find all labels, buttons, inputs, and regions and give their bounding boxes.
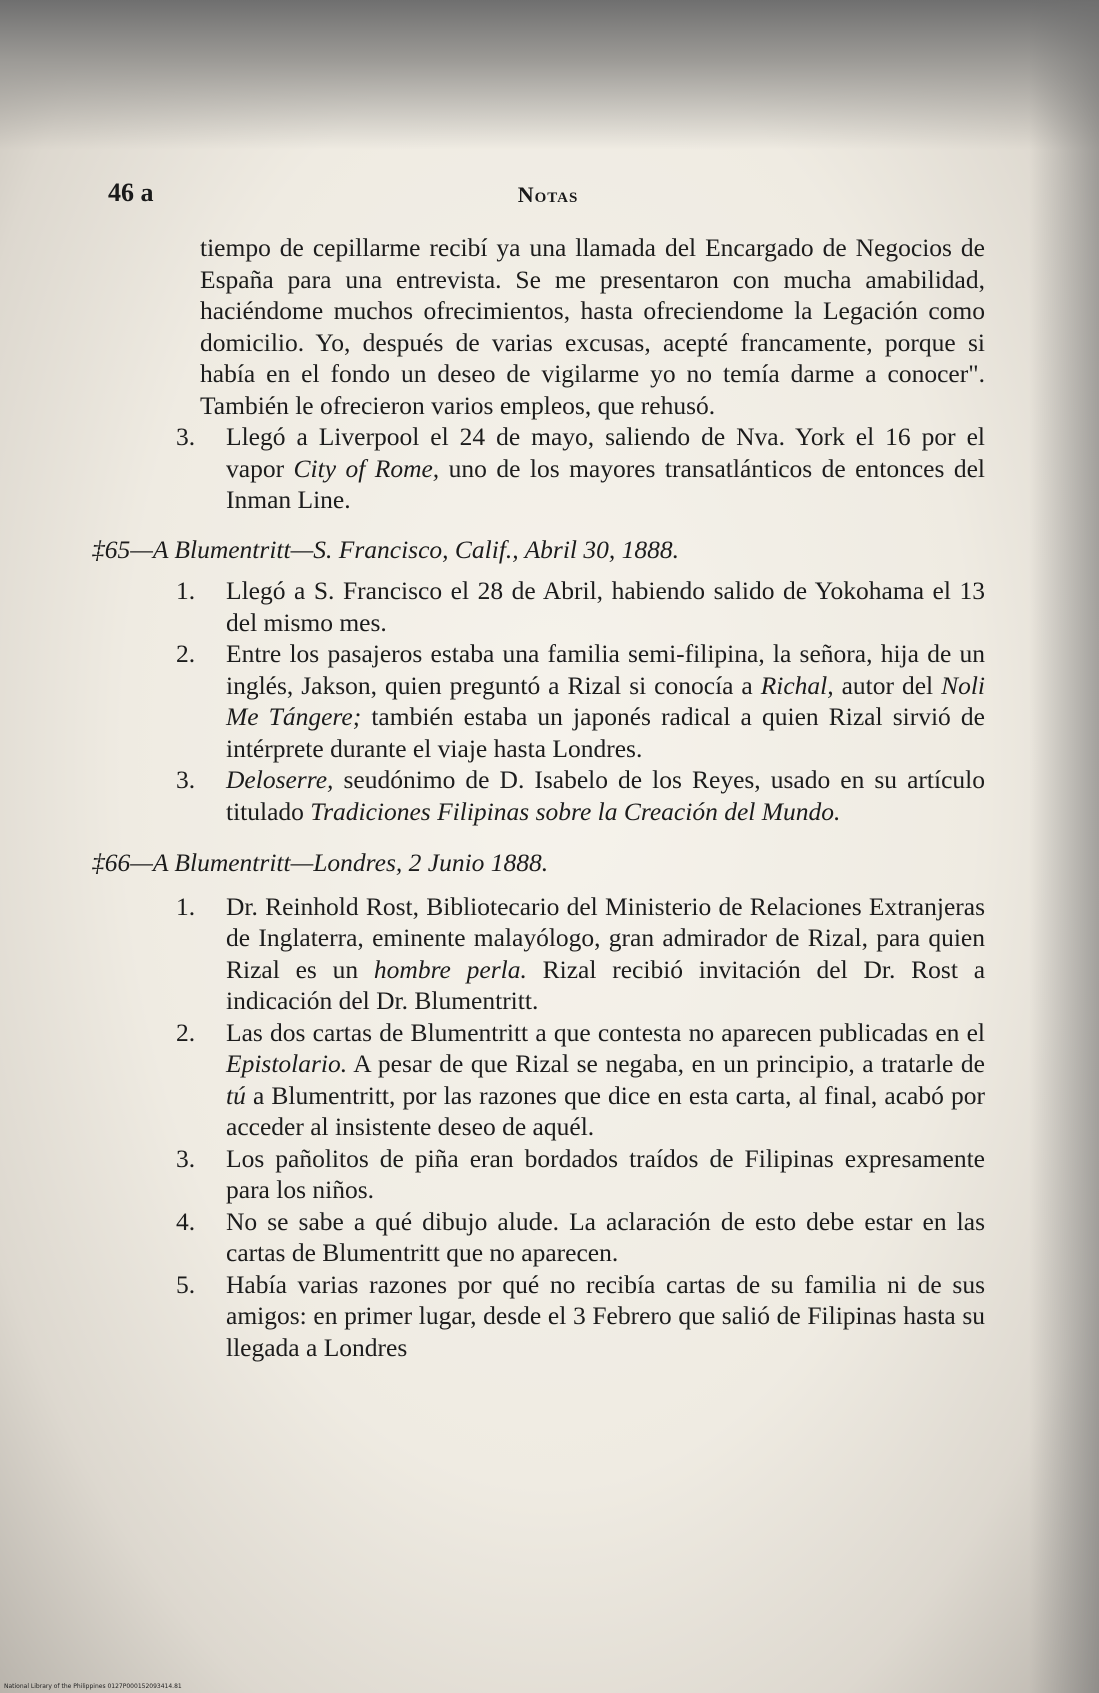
note-italic: tú	[226, 1080, 246, 1110]
note-text: autor del	[833, 670, 942, 700]
continuation-paragraph: tiempo de cepillarme recibí ya una llamada del Encargado de Negocios de España para una entrevista. Se me presentaron con mucha amabilidad, haciéndome muchos ofrecimientos, hasta ofreciendome la Legación como domicilio. Yo, después de varias excusas, acepté francamente, porque si había en el fondo un deseo de vigilarme yo no temía darme a conocer". También le ofrecieron varios empleos, que rehusó.	[200, 233, 985, 420]
note-text: también estaba un japonés radical a quien Rizal sirvió de intérprete durante el viaje hasta Londres.	[226, 702, 985, 763]
note-number: 4.	[176, 1206, 196, 1236]
note-number: 2.	[176, 639, 196, 668]
body-text	[92, 232, 986, 1363]
note-item	[176, 1269, 985, 1364]
note-text: uno de los mayores transatlánticos de entonces del Inman Line.	[226, 453, 985, 514]
note-text: No se sabe a qué dibujo alude. La aclaración de esto debe estar en las cartas de Blumentritt que no aparecen.	[226, 1206, 985, 1267]
note-item	[176, 575, 985, 638]
note-number: 3.	[176, 1143, 196, 1173]
note-text: Llegó a S. Francisco el 28 de Abril, habiendo salido de Yokohama el 13 del mismo mes.	[226, 576, 985, 637]
note-text: Las dos cartas de Blumentritt a que contesta no aparecen publicadas en el	[226, 1017, 985, 1047]
note-item	[176, 891, 986, 1017]
note-item	[176, 638, 985, 764]
note-text: Entre los pasajeros estaba una familia semi-filipina, la señora, hija de un inglés, Jakson, quien preguntó a Rizal si conocía a	[226, 639, 985, 700]
note-number: 5.	[176, 1269, 196, 1299]
note-italic: City of Rome,	[293, 453, 440, 483]
note-number: 3.	[176, 422, 196, 451]
section-heading-65: ‡65—A Blumentritt—S. Francisco, Calif., Abril 30, 1888.	[92, 534, 679, 564]
note-text: Había varias razones por qué no recibía cartas de su familia ni de sus amigos: en primer lugar, desde el 3 Febrero que salió de Filipinas hasta su llegada a Londres	[226, 1269, 985, 1362]
note-text: Rizal recibió invitación del Dr. Rost a indicación del Dr. Blumentritt.	[226, 954, 986, 1015]
note-text: Los pañolitos de piña eran bordados traídos de Filipinas expresamente para los niños.	[226, 1143, 985, 1204]
note-italic: Richal,	[760, 670, 834, 700]
note-item	[176, 1143, 985, 1206]
scan-footer: National Library of the Philippines 0127P000152093414.81	[4, 1683, 182, 1690]
scan-shadow-top	[0, 0, 1099, 150]
note-item	[176, 421, 985, 516]
note-item	[176, 1017, 985, 1143]
note-text: seudónimo de D. Isabelo de los Reyes, usado en su artículo titulado	[226, 765, 985, 826]
note-number: 3.	[176, 765, 196, 794]
page-number: 46 a	[108, 178, 154, 207]
page-header	[108, 178, 988, 218]
note-italic: Epistolario.	[226, 1049, 348, 1078]
section-heading-66: ‡66—A Blumentritt—Londres, 2 Junio 1888.	[92, 848, 549, 877]
note-number: 1.	[176, 891, 196, 921]
note-text: Llegó a Liverpool el 24 de mayo, saliendo de Nva. York el 16 por el vapor	[226, 422, 985, 483]
note-text: Dr. Reinhold Rost, Bibliotecario del Ministerio de Relaciones Extranjeras de Inglaterra, eminente malayólogo, gran admirador de Rizal, para quien Rizal es un	[226, 891, 985, 984]
note-italic: Noli Me Tángere;	[226, 670, 985, 731]
note-italic: hombre perla.	[373, 954, 527, 984]
note-item	[176, 1206, 985, 1269]
running-head: Notas	[517, 182, 579, 207]
note-number: 2.	[176, 1017, 196, 1047]
note-item	[176, 764, 985, 827]
note-text: A pesar de que Rizal se negaba, en un principio, a tratarle de	[347, 1049, 985, 1078]
note-italic: Deloserre,	[226, 765, 334, 794]
note-italic: Tradiciones Filipinas sobre la Creación del Mundo.	[310, 796, 841, 826]
note-number: 1.	[176, 576, 196, 605]
scan-shadow-right	[1029, 0, 1099, 1693]
note-text: a Blumentritt, por las razones que dice en esta carta, al final, acabó por acceder al insistente deseo de aquél.	[226, 1080, 985, 1141]
